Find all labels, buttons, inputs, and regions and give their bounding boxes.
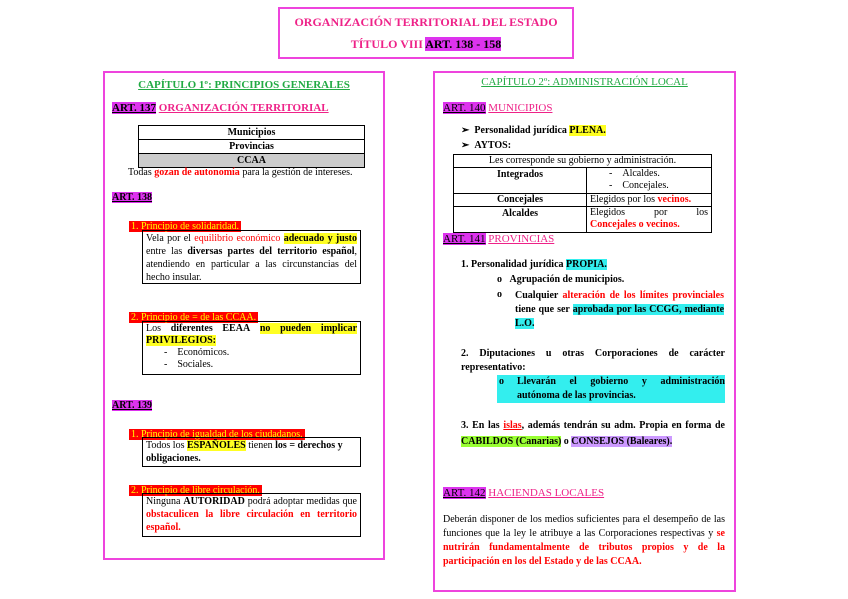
page-title: ORGANIZACIÓN TERRITORIAL DEL ESTADO [294,15,558,29]
art141-heading [443,233,554,245]
provincias-limits-text: Cualquier alteración de los límites provinciales tiene que ser aprobada por las CCGG, mediante L.O. [515,290,725,329]
aytos-concejales-label: Concejales [453,193,587,207]
provincias-point-3: 3. En las islas, además tendrán su adm. Propia en forma de CABILDOS (Canarias) o CONSEJOS (Baleares). [461,420,725,447]
autonomy-text: Todas gozan de autonomía para la gestión de intereses. [128,167,353,178]
art141-title: PROVINCIAS [488,233,555,245]
left-chapter-title: CAPÍTULO 1º: PRINCIPIOS GENERALES [138,79,350,91]
header-box [278,7,574,59]
art141-label: ART. 141 [443,233,486,245]
principle-equality-ccaa-title: 2. Principio de = de las CCAA. [131,312,257,323]
principle-free-movement-box: Ninguna AUTORIDAD podrá adoptar medidas que obstaculicen la libre circulación en territorio español. [142,493,361,537]
table-row: Municipios [138,125,365,140]
bullet-aytos: ➢ AYTOS: [461,140,512,151]
list-item: - Sociales. [164,359,214,370]
aytos-integrados-label: Integrados [453,167,587,194]
bullet-personalidad: ➢ Personalidad jurídica PLENA. [461,125,606,136]
list-item: o Agrupación de municipios. [497,274,625,285]
art142-title: HACIENDAS LOCALES [488,487,605,499]
subtitle-art: ART. 138 - 158 [425,37,502,51]
principle-equality-ccaa-box: Los diferentes EEAA no pueden implicar PRIVILEGIOS: - Económicos. - Sociales. [142,321,361,375]
principle-citizen-equality-title: 1. Principio de igualdad de los ciudadanos. [131,429,303,440]
list-item: - Económicos. [164,347,230,358]
aytos-concejales-value: Elegidos por los vecinos. [586,193,712,207]
art140-heading [443,102,552,114]
table-row: Provincias [138,139,365,154]
aytos-alcaldes-value: Elegidos por los Concejales o vecinos. [586,206,712,233]
page-subtitle [280,37,572,52]
table-row: CCAA [138,153,365,168]
art137-heading [112,102,329,114]
provincias-point-2-sub: o Llevarán el gobierno y administración autónoma de las provincias. [499,376,725,401]
art140-label: ART. 140 [443,102,486,114]
right-chapter-title: CAPÍTULO 2º: ADMINISTRACIÓN LOCAL [481,76,688,88]
principle-solidarity-box: Vela por el equilibrio económico adecuado y justo entre las diversas partes del territorio español, atendiendo en particular a las circunstancias del hecho insular. [142,230,361,284]
list-item: - Concejales. [609,180,669,191]
art140-title: MUNICIPIOS [488,102,553,114]
haciendas-text: Deberán disponer de los medios suficientes para el desempeño de las funciones que la ley le atribuye a las Corporaciones respectivas y se nutrirán fundamentalmente de tributos propios y de la participación en los del Estado y de las CCAA. [443,514,725,567]
aytos-alcaldes-label: Alcaldes [453,206,587,233]
art138-label: ART. 138 [112,192,153,203]
art137-label: ART. 137 [112,102,157,114]
principle-solidarity-title: 1. Principio de solidaridad. [131,221,240,232]
principle-citizen-equality-box: Todos los ESPAÑOLES tienen los = derechos y obligaciones. [142,437,361,467]
principle-free-movement-title: 2. Principio de libre circulación. [131,485,260,496]
art137-title: ORGANIZACIÓN TERRITORIAL [158,102,329,114]
art139-label: ART. 139 [112,400,153,411]
aytos-table-header: Les corresponde su gobierno y administración. [453,154,712,168]
art142-heading [443,487,604,499]
provincias-point-2: 2. Diputaciones u otras Corporaciones de carácter representativo: [461,348,725,373]
aytos-integrados-values [586,167,712,194]
list-item: - Alcaldes. [609,168,660,179]
provincias-point-1: 1. Personalidad jurídica PROPIA. [461,259,607,270]
art142-label: ART. 142 [443,487,486,499]
subtitle-prefix: TÍTULO VIII [350,37,423,51]
